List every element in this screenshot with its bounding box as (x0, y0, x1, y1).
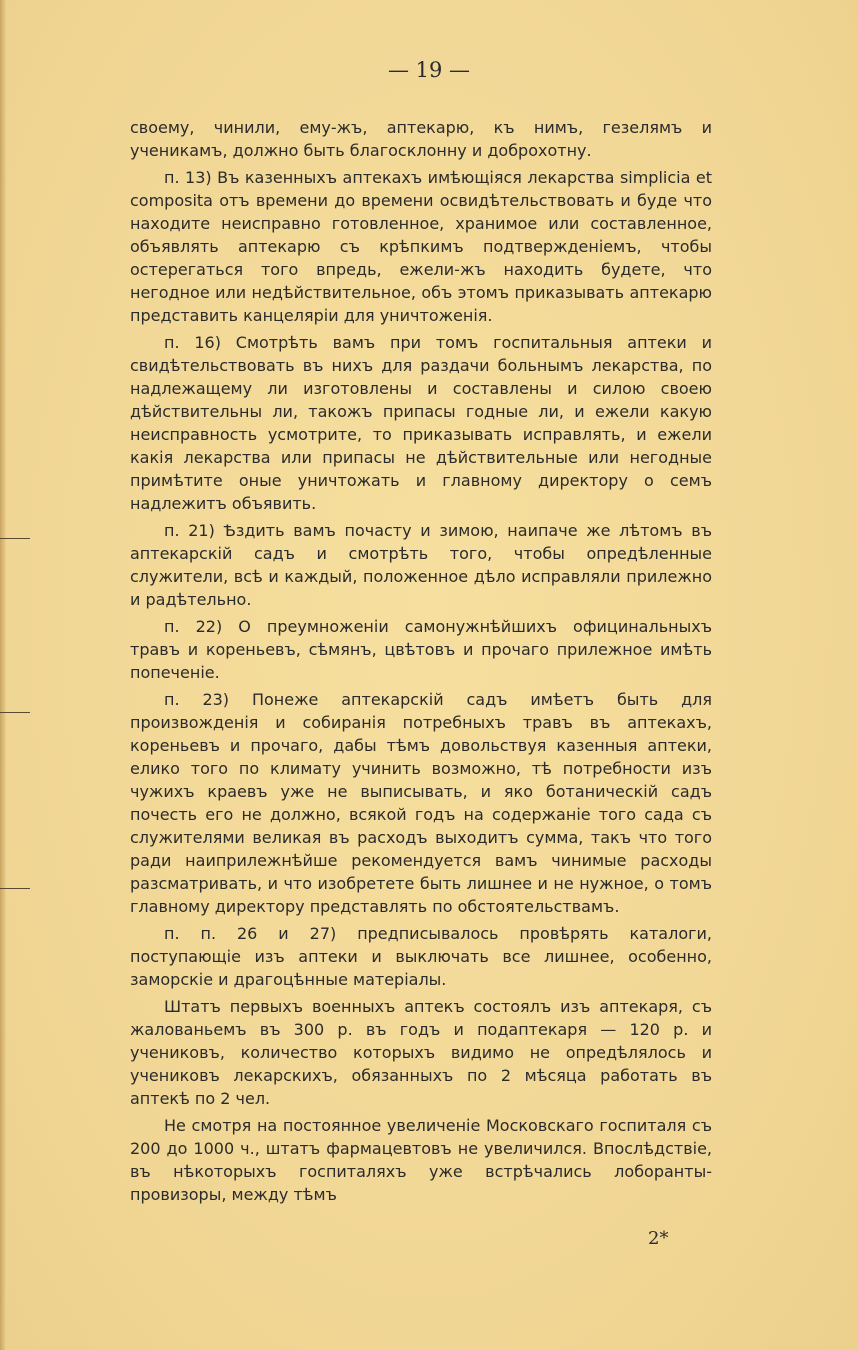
paragraph: п. п. 26 и 27) предписывалось провѣрять каталоги, поступающіе изъ аптеки и выключать все лишнее, особенно, заморскіе и драгоцѣнные матеріалы. (130, 924, 712, 989)
page-edge (0, 0, 6, 1350)
paragraph: Не смотря на постоянное увеличеніе Московскаго госпиталя съ 200 до 1000 ч., штатъ фармацевтовъ не увеличился. Впослѣдствіе, въ нѣкоторыхъ госпиталяхъ уже встрѣчались лоборанты-провизоры, между тѣмъ (130, 1116, 712, 1204)
paragraph: своему, чинили, ему-жъ, аптекарю, къ нимъ, гезелямъ и ученикамъ, должно быть благосклонну и доброхотну. (130, 118, 712, 160)
signature-mark: 2* (648, 1228, 669, 1249)
paragraph: п. 13) Въ казенныхъ аптекахъ имѣющіяся лекарства simplicia et composita отъ времени до времени освидѣтельствовать и буде что находите неисправно готовленное, хранимое или составленное, объявлять аптекарю съ крѣпкимъ подтвержденіемъ, чтобы остерегаться того впредь, ежели-жъ находить будете, что негодное или недѣйствительное, объ этомъ приказывать аптекарю представить канцеляріи для уничтоженія. (130, 168, 712, 325)
margin-tick (0, 712, 30, 713)
paragraph: Штатъ первыхъ военныхъ аптекъ состоялъ изъ аптекаря, съ жалованьемъ въ 300 р. въ годъ и подаптекаря — 120 р. и учениковъ, количество которыхъ видимо не опредѣлялось и учениковъ лекарскихъ, обязанныхъ по 2 мѣсяца работать въ аптекѣ по 2 чел. (130, 997, 712, 1108)
paragraph: п. 16) Смотрѣть вамъ при томъ госпитальныя аптеки и свидѣтельствовать въ нихъ для раздачи больнымъ лекарства, по надлежащему ли изготовлены и составлены и силою своею дѣйствительны ли, такожъ припасы годные ли, и ежели какую неисправность усмотрите, то приказывать исправлять, и ежели какія лекарства или припасы не дѣйствительные или негодные примѣтите оные уничтожать и главному директору о семъ надлежитъ объявить. (130, 333, 712, 513)
margin-tick (0, 888, 30, 889)
page-number: — 19 — (387, 58, 471, 82)
paragraph: п. 21) Ѣздить вамъ почасту и зимою, наипаче же лѣтомъ въ аптекарскій садъ и смотрѣть того, чтобы опредѣленные служители, всѣ и каждый, положенное дѣло исправляли прилежно и радѣтельно. (130, 521, 712, 609)
paragraph: п. 23) Понеже аптекарскій садъ имѣетъ быть для произвожденія и собиранія потребныхъ травъ въ аптекахъ, кореньевъ и прочаго, дабы тѣмъ довольствуя казенныя аптеки, елико того по климату учинить возможно, тѣ потребности изъ чужихъ краевъ уже не выписывать, и яко ботаническій садъ почесть его не должно, всякой годъ на содержаніе того сада съ служителями великая въ расходъ выходитъ сумма, такъ что того ради наиприлежнѣйше рекомендуется вамъ чинимые расходы разсматривать, и что изобретете быть лишнее и не нужное, о томъ главному директору представлять по обстоятельствамъ. (130, 690, 712, 916)
body-text (130, 116, 712, 1210)
paragraph: п. 22) О преумноженіи самонужнѣйшихъ официнальныхъ травъ и кореньевъ, сѣмянъ, цвѣтовъ и прочаго прилежное имѣть попеченіе. (130, 617, 712, 682)
margin-tick (0, 538, 30, 539)
